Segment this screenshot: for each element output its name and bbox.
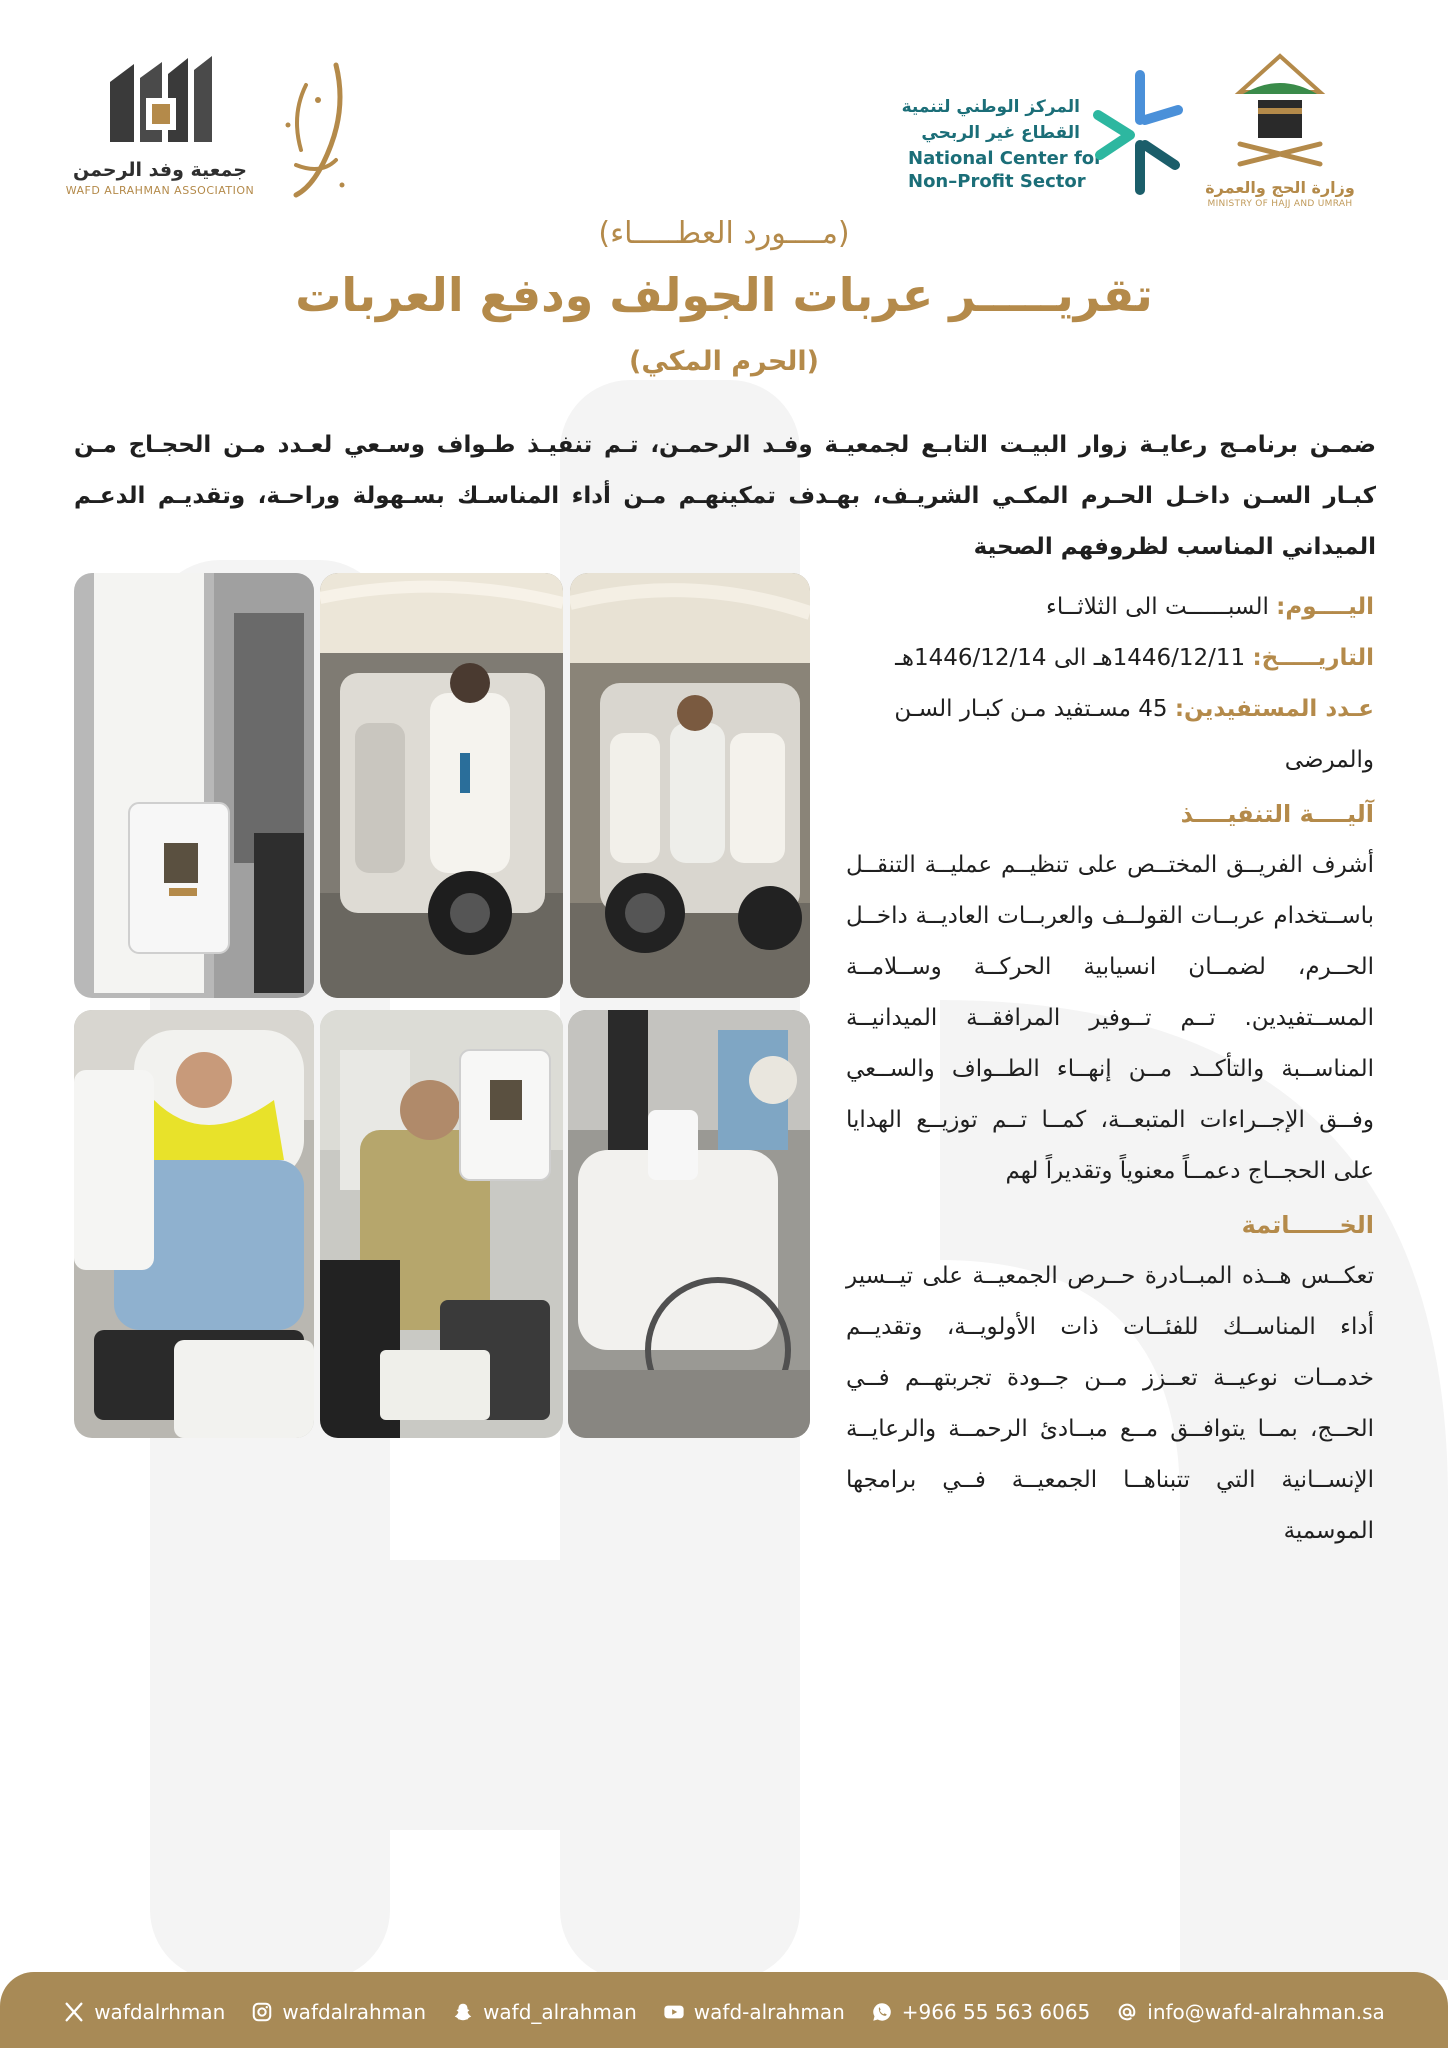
hajj-logo bbox=[276, 55, 356, 205]
instagram-icon bbox=[251, 2001, 273, 2023]
day-value: السبــــــت الى الثلاثــاء bbox=[1046, 594, 1269, 620]
twitter-handle: wafdalrhman bbox=[94, 2000, 226, 2024]
youtube-icon bbox=[663, 2001, 685, 2023]
conclusion-heading: الخــــــاتمة bbox=[1241, 1211, 1374, 1239]
snapchat-icon bbox=[452, 2001, 474, 2023]
photo-woman-pilgrim-wheelchair bbox=[74, 1010, 314, 1438]
report-details bbox=[846, 582, 1374, 1557]
conclusion-paragraph: تعكــس هــذه المبــادرة حــرص الجمعيــة على تيــسير أداء المناســك للفئــات ذات الأولويــة، وتقديــم خدمــات نوعيــة تعــزز مــن جــودة تجربتهــم فــي الحــج، بمــا يتوافــق مــع مبــادئ الرحمــة والرعايــة الإنســانية التي تتبناهــا الجمعيــة فــي برامجها الموسمية bbox=[846, 1263, 1374, 1544]
photo-golf-cart-riding bbox=[320, 573, 563, 998]
whatsapp-number: +966 55 563 6065 bbox=[901, 2000, 1091, 2024]
moh-logo-arabic-name: وزارة الحج والعمرة bbox=[1205, 178, 1355, 197]
kaaba-logo-icon bbox=[1225, 52, 1335, 172]
at-sign-icon bbox=[1116, 2001, 1138, 2023]
wafd-logo-english-name: WAFD ALRAHMAN ASSOCIATION bbox=[65, 184, 255, 197]
beneficiaries-row bbox=[846, 684, 1374, 786]
snapchat-handle: wafd_alrahman bbox=[483, 2000, 637, 2024]
mechanism-paragraph: أشرف الفريــق المختــص على تنظيــم عمليــة التنقــل باســتخدام عربــات القولــف والعربــات العاديــة داخــل الحــرم، لضمــان انسيابية الحركــة وســلامــة المســتفيدين. تــم تــوفير المرافقــة الميدانيــة المناســبة والتأكــد مــن إنهــاء الطــواف والســعي وفــق الإجــراءات المتبعــة، كمــا تــم توزيــع الهدايا على الحجــاج دعمــاً معنوياً وتقديراً لهم bbox=[846, 852, 1374, 1184]
youtube-handle: wafd-alrahman bbox=[693, 2000, 845, 2024]
ministry-hajj-umrah-logo bbox=[1200, 52, 1360, 222]
contact-footer bbox=[0, 1972, 1448, 2048]
day-row bbox=[846, 582, 1374, 633]
mechanism-heading: آليــــة التنفيــــذ bbox=[1180, 800, 1374, 828]
photo-pilgrim-wheelchair bbox=[568, 1010, 810, 1438]
photo-elderly-pilgrim-gift bbox=[320, 1010, 563, 1438]
photo-golf-cart-pilgrims bbox=[570, 573, 810, 998]
footer-whatsapp[interactable] bbox=[871, 2000, 1091, 2024]
moh-logo-english-name: MINISTRY OF HAJJ AND UMRAH bbox=[1207, 199, 1353, 209]
npc-logo-mark-icon bbox=[1090, 70, 1185, 195]
footer-snapchat[interactable] bbox=[452, 2000, 637, 2024]
beneficiaries-label: عـدد المستفيدين: bbox=[1174, 696, 1374, 722]
footer-instagram[interactable] bbox=[251, 2000, 426, 2024]
photo-pilgrim-gift-bag bbox=[74, 573, 314, 998]
date-row bbox=[846, 633, 1374, 684]
wafd-logo-arabic-name: جمعية وفد الرحمن bbox=[73, 159, 247, 181]
email-address: info@wafd-alrahman.sa bbox=[1147, 2000, 1385, 2024]
wafd-logo-mark-icon bbox=[100, 52, 220, 147]
beneficiaries-value: 45 مسـتفيد مـن كبـار السـن والمرضى bbox=[894, 696, 1374, 773]
date-value: 1446/12/11هـ الى 1446/12/14هـ bbox=[895, 645, 1246, 671]
footer-email[interactable] bbox=[1116, 2000, 1385, 2024]
whatsapp-icon bbox=[871, 2001, 893, 2023]
npc-logo-english-line2: Non–Profit Sector bbox=[908, 171, 1086, 192]
x-twitter-icon bbox=[63, 2001, 85, 2023]
report-title: تقريـــــر عربات الجولف ودفع العربات bbox=[295, 268, 1153, 322]
hajj-calligraphy-icon bbox=[276, 55, 356, 205]
national-center-nonprofit-logo bbox=[901, 60, 1185, 200]
instagram-handle: wafdalrahman bbox=[282, 2000, 427, 2024]
report-intro-paragraph: ضمـن برنامـج رعايـة زوار البيـت التابـع لجمعيـة وفـد الرحمـن، تـم تنفيـذ طـواف وسـعي لعـدد مـن الحجـاج مـن كبـار السـن داخـل الحـرم المكـي الشريـف، بهـدف تمكينهـم مـن أداء المناسـك بسـهولة وراحـة، وتقديـم الدعـم الميداني المناسب لظروفهم الصحية bbox=[74, 432, 1376, 560]
footer-twitter[interactable] bbox=[63, 2000, 225, 2024]
report-subtitle: (الحرم المكي) bbox=[628, 346, 820, 377]
npc-logo-english-line1: National Center for bbox=[908, 148, 1104, 169]
report-supertitle: (مــــورد العطـــــاء) bbox=[598, 216, 850, 251]
wafd-alrahman-logo bbox=[60, 52, 260, 202]
day-label: اليــــوم: bbox=[1276, 594, 1374, 620]
npc-logo-arabic-line1: المركز الوطني لتنمية bbox=[901, 97, 1080, 117]
footer-youtube[interactable] bbox=[663, 2000, 845, 2024]
npc-logo-arabic-line2: القطاع غير الربحي bbox=[921, 123, 1080, 143]
date-label: التاريـــــخ: bbox=[1252, 645, 1374, 671]
